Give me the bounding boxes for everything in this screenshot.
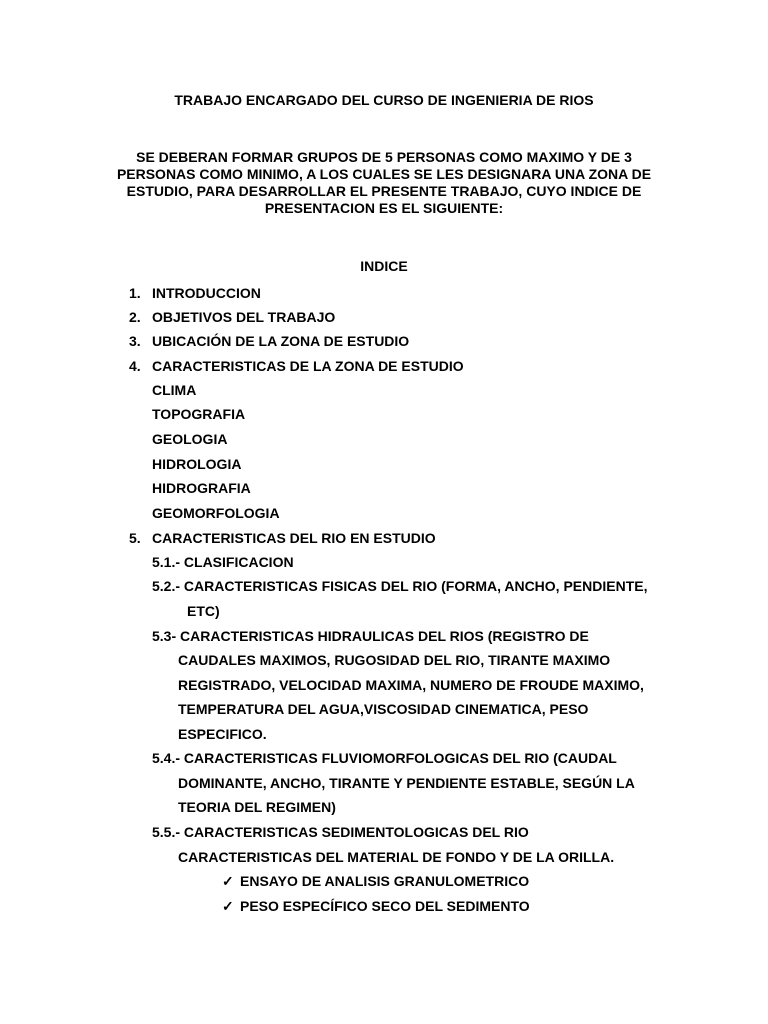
list-item: TOPOGRAFIA <box>152 406 246 422</box>
list-item-number: 3. <box>129 333 141 349</box>
sub-item-continuation: CARACTERISTICAS DEL MATERIAL DE FONDO Y DE LA ORILLA. <box>178 849 615 865</box>
list-item-number: 4. <box>129 358 141 374</box>
sub-item: 5.1.- CLASIFICACION <box>152 554 294 570</box>
sub-item-continuation: TEORIA DEL REGIMEN) <box>178 799 336 815</box>
list-item-number: 5. <box>129 530 141 546</box>
list-item: HIDROLOGIA <box>152 456 242 472</box>
sub-item: 5.2.- CARACTERISTICAS FISICAS DEL RIO (FORMA, ANCHO, PENDIENTE, <box>152 578 648 594</box>
sub-item-continuation: ETC) <box>187 603 220 619</box>
intro-line: SE DEBERAN FORMAR GRUPOS DE 5 PERSONAS COMO MAXIMO Y DE 3 <box>136 149 632 165</box>
list-item: CARACTERISTICAS DE LA ZONA DE ESTUDIO <box>152 358 464 374</box>
sub-item-continuation: ESPECIFICO. <box>178 726 267 742</box>
list-item: OBJETIVOS DEL TRABAJO <box>152 309 336 325</box>
sub-item: 5.5.- CARACTERISTICAS SEDIMENTOLOGICAS DEL RIO <box>152 824 529 840</box>
list-item: GEOMORFOLOGIA <box>152 505 280 521</box>
checklist-item: ENSAYO DE ANALISIS GRANULOMETRICO <box>240 873 530 889</box>
list-item: CARACTERISTICAS DEL RIO EN ESTUDIO <box>152 530 436 546</box>
list-item: GEOLOGIA <box>152 431 228 447</box>
list-item: HIDROGRAFIA <box>152 480 251 496</box>
sub-item: 5.4.- CARACTERISTICAS FLUVIOMORFOLOGICAS DEL RIO (CAUDAL <box>152 750 617 766</box>
document-title: TRABAJO ENCARGADO DEL CURSO DE INGENIERIA DE RIOS <box>174 92 594 108</box>
sub-item-continuation: CAUDALES MAXIMOS, RUGOSIDAD DEL RIO, TIRANTE MAXIMO <box>178 652 611 668</box>
list-item: UBICACIÓN DE LA ZONA DE ESTUDIO <box>152 333 410 349</box>
checklist-item: PESO ESPECÍFICO SECO DEL SEDIMENTO <box>240 898 530 914</box>
sub-item: 5.3- CARACTERISTICAS HIDRAULICAS DEL RIOS (REGISTRO DE <box>152 628 589 644</box>
intro-line: PRESENTACION ES EL SIGUIENTE: <box>264 200 504 216</box>
list-item: CLIMA <box>152 382 197 398</box>
index-heading: INDICE <box>360 258 408 274</box>
sub-item-continuation: DOMINANTE, ANCHO, TIRANTE Y PENDIENTE ESTABLE, SEGÚN LA <box>178 775 635 791</box>
sub-item-continuation: REGISTRADO, VELOCIDAD MAXIMA, NUMERO DE FROUDE MAXIMO, <box>178 677 644 693</box>
list-item-number: 1. <box>129 285 141 301</box>
intro-line: PERSONAS COMO MINIMO, A LOS CUALES SE LES DESIGNARA UNA ZONA DE <box>116 166 652 182</box>
list-item: INTRODUCCION <box>152 285 261 301</box>
sub-item-continuation: TEMPERATURA DEL AGUA,VISCOSIDAD CINEMATICA, PESO <box>178 701 589 717</box>
checkmark-icon: ✓ <box>222 898 234 914</box>
intro-line: ESTUDIO, PARA DESARROLLAR EL PRESENTE TRABAJO, CUYO INDICE DE <box>126 183 642 199</box>
list-item-number: 2. <box>129 309 141 325</box>
checkmark-icon: ✓ <box>222 873 234 889</box>
